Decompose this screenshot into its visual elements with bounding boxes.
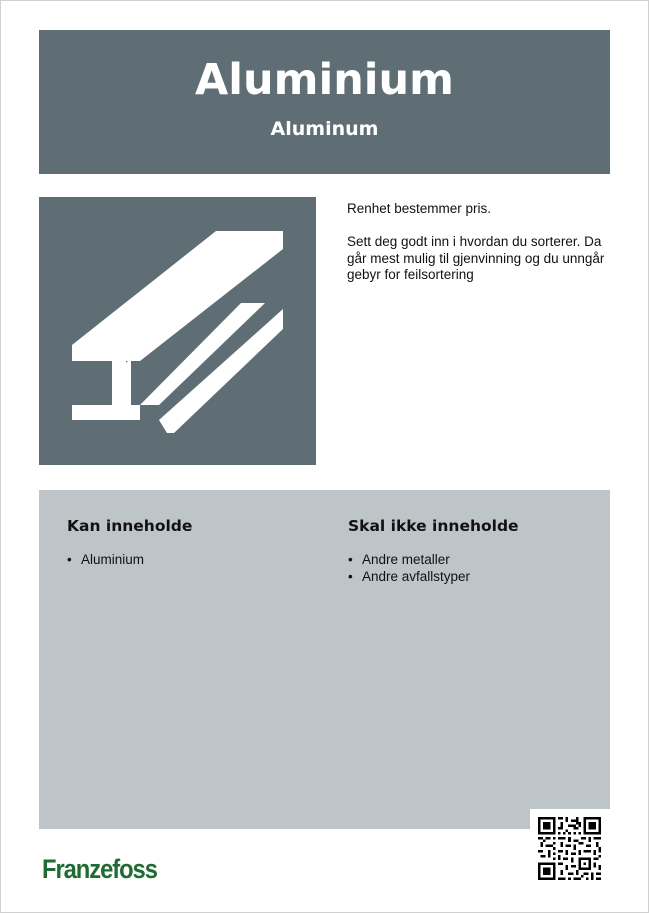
list-item-label: Andre avfallstyper xyxy=(362,568,471,584)
franzefoss-logo: Franzefoss xyxy=(42,854,157,884)
aluminium-beam-icon xyxy=(39,197,316,465)
bullet: • xyxy=(348,568,353,584)
pictogram-panel xyxy=(39,197,316,465)
description-paragraph-1: Renhet bestemmer pris. xyxy=(347,201,492,216)
list-item-label: Aluminium xyxy=(81,552,145,567)
can-contain-list xyxy=(67,552,317,569)
must-not-contain-list xyxy=(348,552,598,585)
description-text xyxy=(347,201,607,300)
list-item xyxy=(348,552,598,569)
qr-code[interactable] xyxy=(530,809,610,889)
qr-code-icon xyxy=(538,817,601,880)
list-item-label: Andre metaller xyxy=(362,552,450,567)
description-paragraph-2: Sett deg godt inn i hvordan du sorterer. Da går mest mulig til gjenvinning og du unngår gebyr for feilsortering xyxy=(347,234,605,282)
must-not-contain-column xyxy=(348,516,598,585)
page-subtitle: Aluminum xyxy=(270,118,379,140)
must-not-contain-heading: Skal ikke inneholde xyxy=(348,517,519,535)
can-contain-heading: Kan inneholde xyxy=(67,517,193,535)
can-contain-column xyxy=(67,516,317,569)
bullet: • xyxy=(67,552,72,567)
list-item xyxy=(67,552,317,569)
list-item xyxy=(348,569,598,586)
title-banner xyxy=(39,30,610,174)
contents-panel xyxy=(39,490,610,829)
bullet: • xyxy=(348,552,353,567)
page-title: Aluminium xyxy=(195,55,454,105)
